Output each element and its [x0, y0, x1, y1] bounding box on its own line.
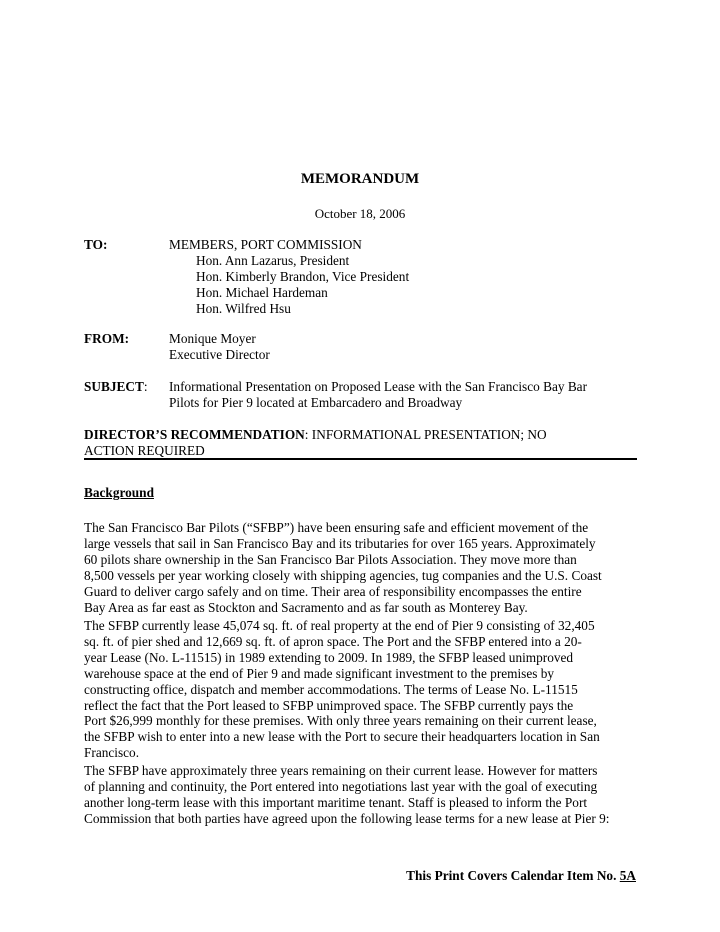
- paragraph-line: of planning and continuity, the Port entered into negotiations last year with the goal of executing: [84, 778, 598, 794]
- to-recipients: [169, 237, 409, 317]
- from-label: FROM:: [84, 331, 130, 346]
- recommendation-label: DIRECTOR’S RECOMMENDATION: [84, 427, 305, 442]
- paragraph-line: Port $26,999 monthly for these premises. With only three years remaining on their current lease,: [84, 713, 597, 729]
- from-name: Monique Moyer: [169, 331, 256, 346]
- calendar-item-number: 5A: [619, 868, 636, 883]
- horizontal-divider: [84, 458, 637, 460]
- paragraph-line: reflect the fact that the Port leased to SFBP unimproved space. The SFBP currently pays the: [84, 697, 574, 713]
- background-paragraph-3: [84, 763, 644, 827]
- from-role: Executive Director: [169, 347, 270, 362]
- footer-text: This Print Covers Calendar Item No.: [406, 868, 620, 883]
- paragraph-line: Bay Area as far east as Stockton and Sacramento and as far south as Monterey Bay.: [84, 599, 528, 615]
- to-recipient: MEMBERS, PORT COMMISSION: [169, 237, 362, 252]
- background-paragraph-1: [84, 520, 644, 615]
- paragraph-line: Commission that both parties have agreed upon the following lease terms for a new lease at Pier 9:: [84, 810, 610, 826]
- member-line: Hon. Wilfred Hsu: [196, 301, 291, 316]
- paragraph-line: the SFBP wish to enter into a new lease with the Port to secure their headquarters location in San: [84, 729, 600, 745]
- paragraph-line: year Lease (No. L-11515) in 1989 extending to 2009. In 1989, the SFBP leased unimproved: [84, 649, 574, 665]
- member-line: Hon. Kimberly Brandon, Vice President: [196, 269, 410, 284]
- paragraph-line: warehouse space at the end of Pier 9 and made significant investment to the premises by: [84, 665, 555, 681]
- paragraph-line: constructing office, dispatch and member accommodations. The terms of Lease No. L-11515: [84, 681, 578, 697]
- subject-line: Informational Presentation on Proposed Lease with the San Francisco Bay Bar: [169, 379, 588, 394]
- director-recommendation: [84, 427, 636, 459]
- subject-label-text: SUBJECT: [84, 379, 144, 394]
- from-sender: [169, 331, 270, 363]
- paragraph-line: The SFBP have approximately three years remaining on their current lease. However for matters: [84, 763, 598, 778]
- memo-date: October 18, 2006: [314, 206, 406, 221]
- paragraph-line: another long-term lease with this important maritime tenant. Staff is pleased to inform the Port: [84, 794, 588, 810]
- subject-line: Pilots for Pier 9 located at Embarcadero and Broadway: [169, 395, 463, 410]
- paragraph-line: The San Francisco Bar Pilots (“SFBP”) have been ensuring safe and efficient movement of the: [84, 520, 589, 535]
- background-heading: Background: [84, 485, 154, 500]
- calendar-item-footer: [406, 868, 636, 884]
- subject-text: [169, 379, 587, 411]
- recommendation-text: : INFORMATIONAL PRESENTATION; NO: [304, 427, 547, 442]
- member-line: Hon. Ann Lazarus, President: [196, 253, 350, 268]
- paragraph-line: large vessels that sail in San Francisco Bay and its tributaries for over 165 years. Approximately: [84, 535, 596, 551]
- paragraph-line: Francisco.: [84, 745, 140, 761]
- paragraph-line: 8,500 vessels per year working closely with shipping agencies, tug companies and the U.S. Coast: [84, 567, 602, 583]
- memo-title: MEMORANDUM: [300, 171, 420, 187]
- subject-label: [84, 379, 148, 395]
- paragraph-line: Guard to deliver cargo safely and on time. Their area of responsibility encompasses the entire: [84, 583, 582, 599]
- to-label: TO:: [84, 237, 108, 252]
- recommendation-text-2: ACTION REQUIRED: [84, 443, 205, 458]
- member-line: Hon. Michael Hardeman: [196, 285, 328, 300]
- subject-colon: :: [143, 379, 148, 394]
- paragraph-line: sq. ft. of pier shed and 12,669 sq. ft. of apron space. The Port and the SFBP entered into a 20-: [84, 633, 582, 649]
- paragraph-line: 60 pilots share ownership in the San Francisco Bar Pilots Association. They move more than: [84, 551, 577, 567]
- background-paragraph-2: [84, 618, 644, 761]
- paragraph-line: The SFBP currently lease 45,074 sq. ft. of real property at the end of Pier 9 consisting of 32,405: [84, 618, 595, 633]
